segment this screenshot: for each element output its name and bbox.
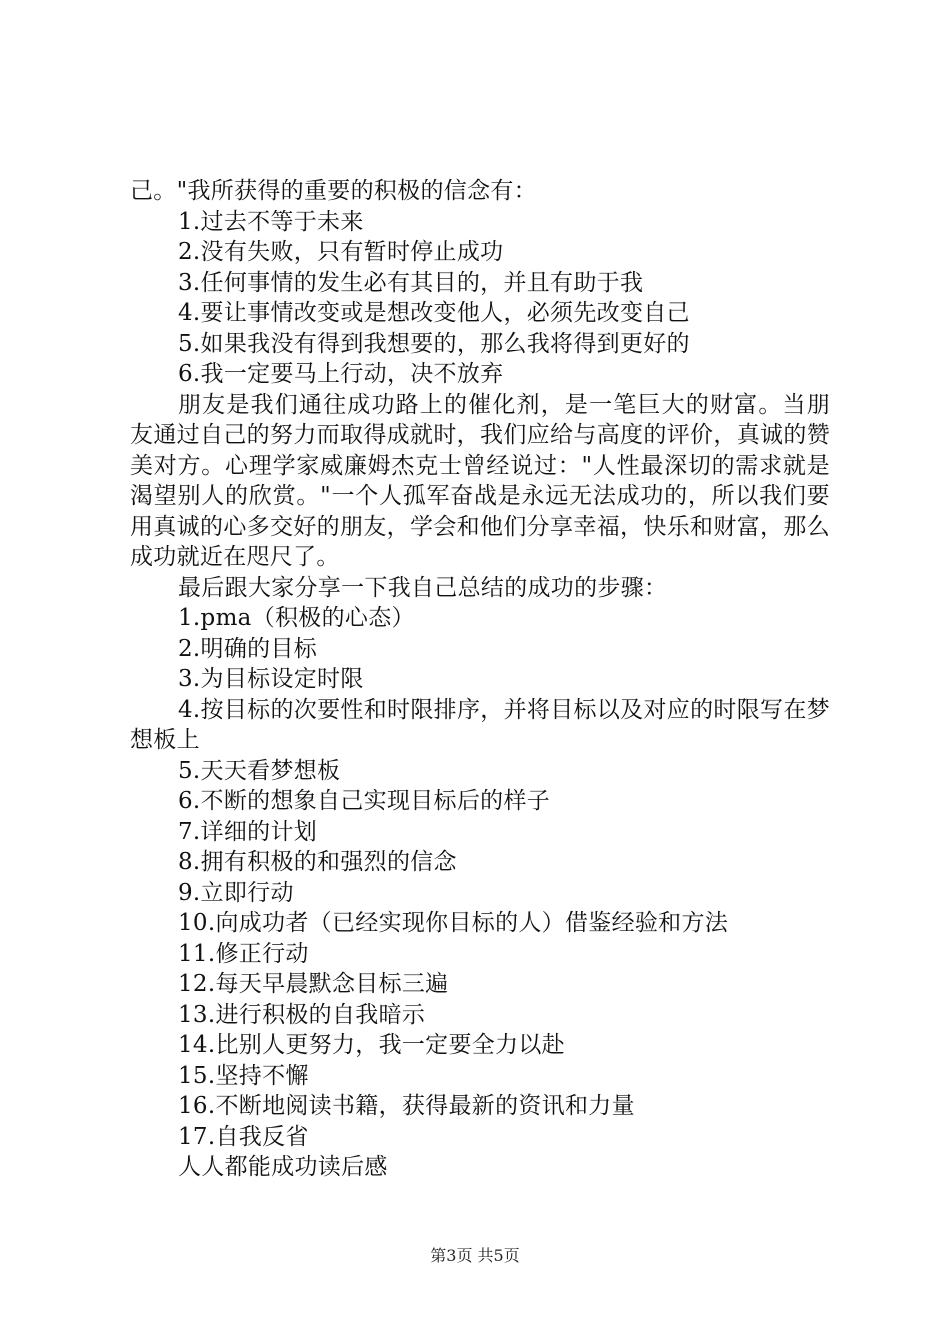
page-footer: 第3页 共5页: [430, 1246, 520, 1265]
intro-line: 己。"我所获得的重要的积极的信念有：: [130, 178, 537, 204]
belief-item: 1.过去不等于未来: [178, 208, 364, 235]
closing-title: 人人都能成功读后感: [178, 1154, 388, 1180]
belief-item: 3.任何事情的发生必有其目的，并且有助于我: [178, 269, 644, 296]
step-item: 8.拥有积极的和强烈的信念: [178, 849, 457, 875]
step-item: 13.进行积极的自我暗示: [178, 1001, 426, 1028]
step-item: 14.比别人更努力，我一定要全力以赴: [178, 1032, 565, 1058]
step-item: 15.坚持不懈: [178, 1062, 309, 1089]
steps-list: [130, 603, 830, 1152]
belief-item: 2.没有失败，只有暂时停止成功: [178, 239, 504, 265]
step-item: 2.明确的目标: [178, 635, 318, 662]
step-item: 4.按目标的次要性和时限排序，并将目标以及对应的时限写在梦想板上: [130, 696, 830, 753]
belief-item: 5.如果我没有得到我想要的，那么我将得到更好的: [178, 330, 690, 357]
step-item: 10.向成功者（已经实现你目标的人）借鉴经验和方法: [178, 910, 729, 936]
step-item: 7.详细的计划: [178, 818, 318, 845]
beliefs-list: [130, 207, 830, 390]
friends-paragraph: 朋友是我们通往成功路上的催化剂，是一笔巨大的财富。当朋友通过自己的努力而取得成就时，我们应给与高度的评价，真诚的赞美对方。心理学家威廉姆杰克士曾经说过："人性最深切的需求就是渴望别人的欣赏。"一个人孤军奋战是永远无法成功的，所以我们要用真诚的心多交好的朋友，学会和他们分享幸福，快乐和财富，那么成功就近在咫尺了。: [130, 391, 830, 570]
belief-item: 6.我一定要马上行动，决不放弃: [178, 361, 504, 387]
step-item: 5.天天看梦想板: [178, 757, 341, 784]
step-item: 6.不断的想象自己实现目标后的样子: [178, 788, 551, 814]
step-item: 3.为目标设定时限: [178, 666, 364, 692]
step-item: 17.自我反省: [178, 1123, 309, 1150]
belief-item: 4.要让事情改变或是想改变他人，必须先改变自己: [178, 300, 690, 326]
step-item: 16.不断地阅读书籍，获得最新的资讯和力量: [178, 1093, 635, 1119]
step-item: 12.每天早晨默念目标三遍: [178, 971, 449, 997]
step-item: 11.修正行动: [178, 940, 309, 967]
steps-intro: 最后跟大家分享一下我自己总结的成功的步骤：: [178, 574, 668, 601]
document-body: [130, 176, 830, 1183]
step-item: 9.立即行动: [178, 879, 294, 906]
step-item: 1.pma（积极的心态）: [178, 605, 415, 631]
